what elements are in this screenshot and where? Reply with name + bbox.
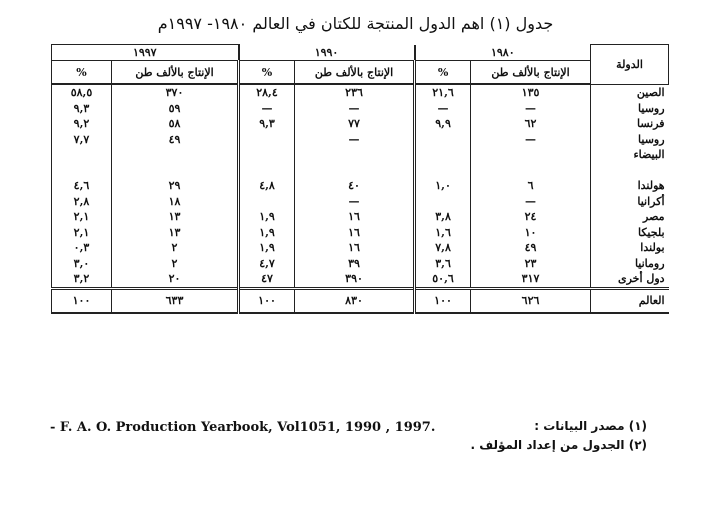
percent-1997-cell: ٥٨,٥ bbox=[52, 84, 112, 101]
production-1990-cell bbox=[295, 163, 415, 179]
percent-1990-cell: ٤٧ bbox=[239, 271, 295, 288]
production-1980-cell: ٦٢٦ bbox=[471, 288, 591, 313]
production-1980-cell: ٤٩ bbox=[471, 240, 591, 256]
country-header: الدولة bbox=[591, 45, 669, 85]
percent-1980-cell: ٥٠,٦ bbox=[415, 271, 471, 288]
production-1990-cell: ٧٧ bbox=[295, 116, 415, 132]
production-1990-cell: ٣٩٠ bbox=[295, 271, 415, 288]
production-1990-cell: ٨٣٠ bbox=[295, 288, 415, 313]
percent-1990-cell: ٤,٨ bbox=[239, 178, 295, 194]
country-cell bbox=[591, 163, 669, 179]
year-header-1990: ١٩٩٠ bbox=[239, 45, 415, 61]
percent-1997-cell: ٢,١ bbox=[52, 225, 112, 241]
percent-1980-cell: ٢١,٦ bbox=[415, 84, 471, 101]
country-cell: دول أخرى bbox=[591, 271, 669, 288]
percent-1980-cell: ٣,٨ bbox=[415, 209, 471, 225]
production-1997-cell: ٦٣٣ bbox=[112, 288, 239, 313]
note-author: (٢) الجدول من إعداد المؤلف . bbox=[470, 438, 647, 452]
percent-1997-cell: ٣,٠ bbox=[52, 256, 112, 272]
country-cell: البيضاء bbox=[591, 147, 669, 163]
percent-header-1990: % bbox=[239, 61, 295, 85]
percent-1997-cell bbox=[52, 163, 112, 179]
production-1980-cell: ١٠ bbox=[471, 225, 591, 241]
production-1990-cell: ٤٠ bbox=[295, 178, 415, 194]
production-1997-cell: ٢٩ bbox=[112, 178, 239, 194]
table-row bbox=[52, 116, 669, 132]
table-row bbox=[52, 163, 669, 179]
percent-1997-cell: ٩,٣ bbox=[52, 101, 112, 117]
percent-1990-cell bbox=[239, 132, 295, 148]
production-1990-cell: ١٦ bbox=[295, 225, 415, 241]
source-citation: - F. A. O. Production Yearbook, Vol1051, 1990 , 1997. bbox=[50, 420, 436, 435]
country-cell: بلجيكا bbox=[591, 225, 669, 241]
percent-1990-cell bbox=[239, 163, 295, 179]
year-header-1997: ١٩٩٧ bbox=[52, 45, 239, 61]
table-row bbox=[52, 147, 669, 163]
table-row bbox=[52, 194, 669, 210]
percent-1997-cell: ٣,٢ bbox=[52, 271, 112, 288]
percent-1980-cell bbox=[415, 194, 471, 210]
production-header-1980: الإنتاج بالألف طن bbox=[471, 61, 591, 85]
table-row bbox=[52, 256, 669, 272]
production-1980-cell: ٢٤ bbox=[471, 209, 591, 225]
percent-1997-cell: ١٠٠ bbox=[52, 288, 112, 313]
percent-1980-cell bbox=[415, 147, 471, 163]
percent-1980-cell: ١,٠ bbox=[415, 178, 471, 194]
production-1980-cell: ٦٢ bbox=[471, 116, 591, 132]
table-row bbox=[52, 240, 669, 256]
production-1990-cell: ١٦ bbox=[295, 240, 415, 256]
production-1990-cell: — bbox=[295, 132, 415, 148]
percent-1990-cell: ٤,٧ bbox=[239, 256, 295, 272]
production-header-1997: الإنتاج بالألف طن bbox=[112, 61, 239, 85]
percent-1980-cell: ١٠٠ bbox=[415, 288, 471, 313]
percent-1990-cell bbox=[239, 194, 295, 210]
table-row bbox=[52, 84, 669, 101]
production-1980-cell bbox=[471, 147, 591, 163]
percent-1990-cell: ١,٩ bbox=[239, 240, 295, 256]
percent-1997-cell: ٠,٣ bbox=[52, 240, 112, 256]
year-header-1980: ١٩٨٠ bbox=[415, 45, 591, 61]
production-1997-cell bbox=[112, 147, 239, 163]
production-1997-cell: ٢٠ bbox=[112, 271, 239, 288]
percent-1997-cell: ٢,١ bbox=[52, 209, 112, 225]
percent-1990-cell: ٢٨,٤ bbox=[239, 84, 295, 101]
country-cell: بولندا bbox=[591, 240, 669, 256]
production-1980-cell: ١٣٥ bbox=[471, 84, 591, 101]
country-cell: رومانيا bbox=[591, 256, 669, 272]
production-1980-cell: ٦ bbox=[471, 178, 591, 194]
table-row bbox=[52, 178, 669, 194]
production-1997-cell: ٤٩ bbox=[112, 132, 239, 148]
percent-1990-cell: ١٠٠ bbox=[239, 288, 295, 313]
percent-1990-cell: ١,٩ bbox=[239, 209, 295, 225]
percent-1990-cell bbox=[239, 147, 295, 163]
production-1990-cell: ٢٣٦ bbox=[295, 84, 415, 101]
percent-1980-cell bbox=[415, 132, 471, 148]
production-1997-cell: ٥٩ bbox=[112, 101, 239, 117]
percent-1990-cell: — bbox=[239, 101, 295, 117]
percent-1997-cell: ٩,٢ bbox=[52, 116, 112, 132]
country-cell: روسيا bbox=[591, 132, 669, 148]
production-1990-cell: ٣٩ bbox=[295, 256, 415, 272]
production-1990-cell: — bbox=[295, 101, 415, 117]
percent-1997-cell: ٤,٦ bbox=[52, 178, 112, 194]
percent-1980-cell bbox=[415, 163, 471, 179]
table-body bbox=[52, 84, 669, 313]
flax-production-table bbox=[51, 44, 669, 314]
country-cell: روسيا bbox=[591, 101, 669, 117]
production-1980-cell: ٢٣ bbox=[471, 256, 591, 272]
table-row bbox=[52, 101, 669, 117]
production-1997-cell: ١٨ bbox=[112, 194, 239, 210]
country-cell: مصر bbox=[591, 209, 669, 225]
country-cell: فرنسا bbox=[591, 116, 669, 132]
production-1997-cell: ٥٨ bbox=[112, 116, 239, 132]
country-cell: أكرانيا bbox=[591, 194, 669, 210]
production-1980-cell bbox=[471, 163, 591, 179]
production-1990-cell: — bbox=[295, 194, 415, 210]
percent-1990-cell: ١,٩ bbox=[239, 225, 295, 241]
country-cell: هولندا bbox=[591, 178, 669, 194]
production-1990-cell: ١٦ bbox=[295, 209, 415, 225]
table-row bbox=[52, 209, 669, 225]
percent-header-1997: % bbox=[52, 61, 112, 85]
percent-header-1980: % bbox=[415, 61, 471, 85]
production-header-1990: الإنتاج بالألف طن bbox=[295, 61, 415, 85]
percent-1980-cell: ١,٦ bbox=[415, 225, 471, 241]
percent-1997-cell bbox=[52, 147, 112, 163]
percent-1980-cell: ٩,٩ bbox=[415, 116, 471, 132]
table-total-row bbox=[52, 288, 669, 313]
production-1980-cell: — bbox=[471, 194, 591, 210]
production-1990-cell bbox=[295, 147, 415, 163]
production-1980-cell: — bbox=[471, 101, 591, 117]
percent-1980-cell: — bbox=[415, 101, 471, 117]
production-1980-cell: ٣١٧ bbox=[471, 271, 591, 288]
table-row bbox=[52, 225, 669, 241]
table-row bbox=[52, 271, 669, 288]
country-cell: العالم bbox=[591, 288, 669, 313]
table-title: جدول (١) اهم الدول المنتجة للكتان في العالم ١٩٨٠- ١٩٩٧م bbox=[157, 14, 554, 33]
percent-1990-cell: ٩,٣ bbox=[239, 116, 295, 132]
production-1997-cell: ٢ bbox=[112, 240, 239, 256]
production-1997-cell: ١٣ bbox=[112, 209, 239, 225]
percent-1980-cell: ٧,٨ bbox=[415, 240, 471, 256]
table-row bbox=[52, 132, 669, 148]
percent-1997-cell: ٧,٧ bbox=[52, 132, 112, 148]
production-1997-cell: ٢ bbox=[112, 256, 239, 272]
production-1980-cell: — bbox=[471, 132, 591, 148]
country-cell: الصين bbox=[591, 84, 669, 101]
production-1997-cell: ٣٧٠ bbox=[112, 84, 239, 101]
note-source-label: (١) مصدر البيانات : bbox=[534, 419, 647, 433]
production-1997-cell: ١٣ bbox=[112, 225, 239, 241]
percent-1980-cell: ٣,٦ bbox=[415, 256, 471, 272]
percent-1997-cell: ٢,٨ bbox=[52, 194, 112, 210]
production-1997-cell bbox=[112, 163, 239, 179]
